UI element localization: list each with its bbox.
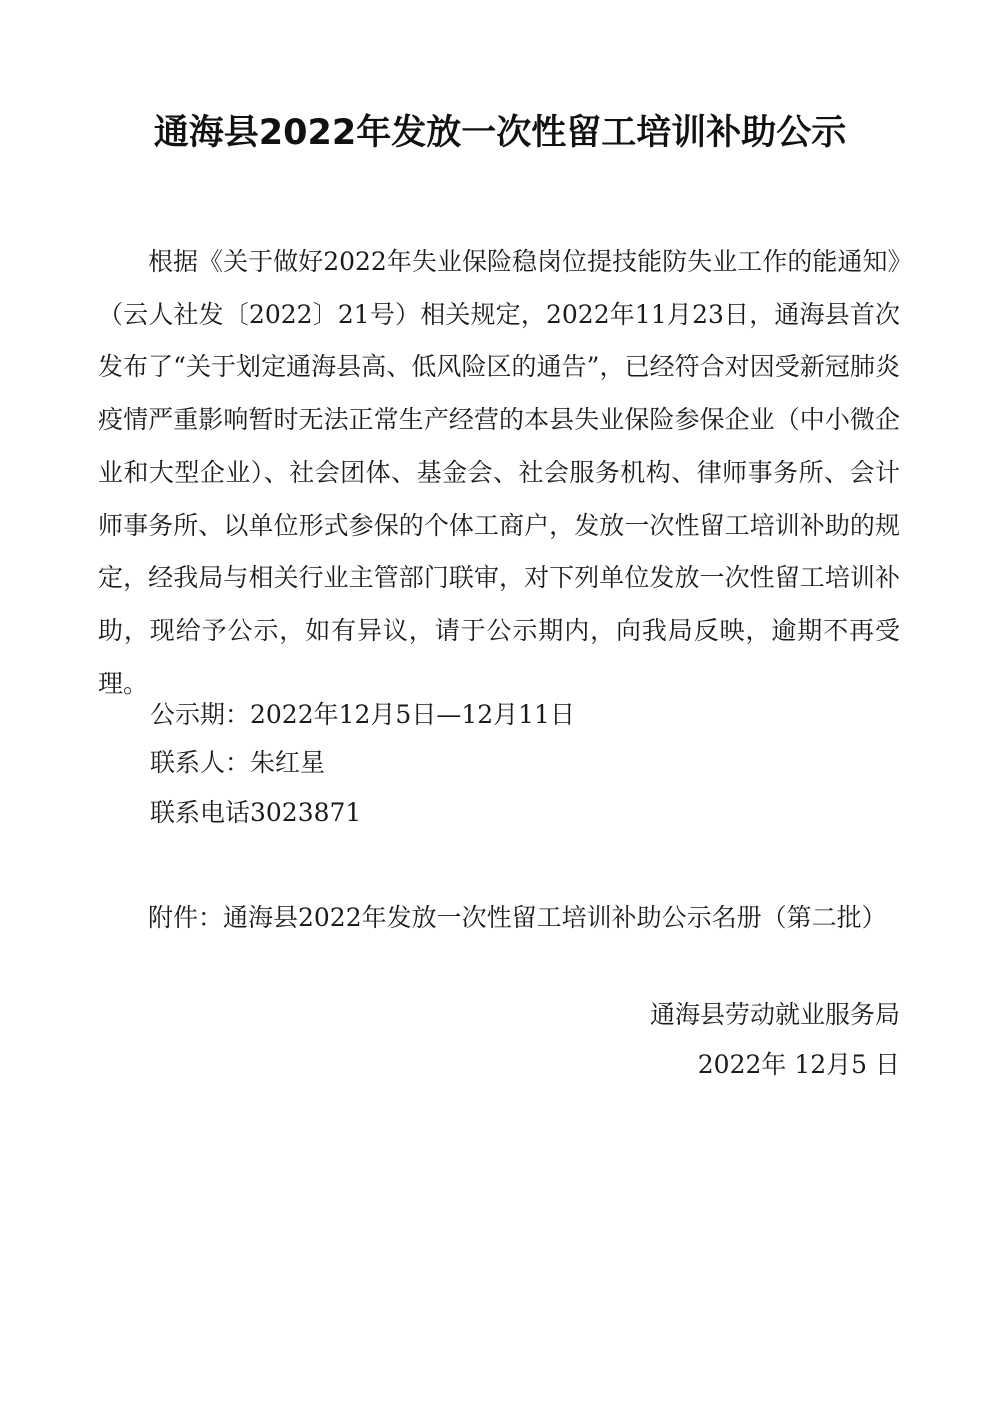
attachment-note: 附件：通海县2022年发放一次性留工培训补助公示名册（第二批） xyxy=(148,903,887,932)
issuer-name: 通海县劳动就业服务局 xyxy=(649,1000,900,1029)
contact-person: 联系人：朱红星 xyxy=(150,748,326,777)
document-title: 通海县2022年发放一次性留工培训补助公示 xyxy=(153,113,847,153)
announcement-body: 根据《关于做好2022年失业保险稳岗位提技能防失业工作的能通知》（云人社发〔2022〕21号）相关规定，2022年11月23日，通海县首次发布了“关于划定通海县高、低风险区的通告”，已经符合对因受新冠肺炎疫情严重影响暂时无法正常生产经营的本县失业保险参保企业（中小微企业和大型企业）、社会团体、基金会、社会服务机构、律师事务所、会计师事务所、以单位形式参保的个体工商户，发放一次性留工培训补助的规定，经我局与相关行业主管部门联审，对下列单位发放一次性留工培训补助，现给予公示，如有异议，请于公示期内，向我局反映，逾期不再受理。 xyxy=(98,247,900,698)
issue-date: 2022年 12月5 日 xyxy=(697,1050,900,1079)
announcement-period: 公示期：2022年12月5日—12月11日 xyxy=(150,700,575,729)
contact-phone: 联系电话3023871 xyxy=(150,798,362,827)
